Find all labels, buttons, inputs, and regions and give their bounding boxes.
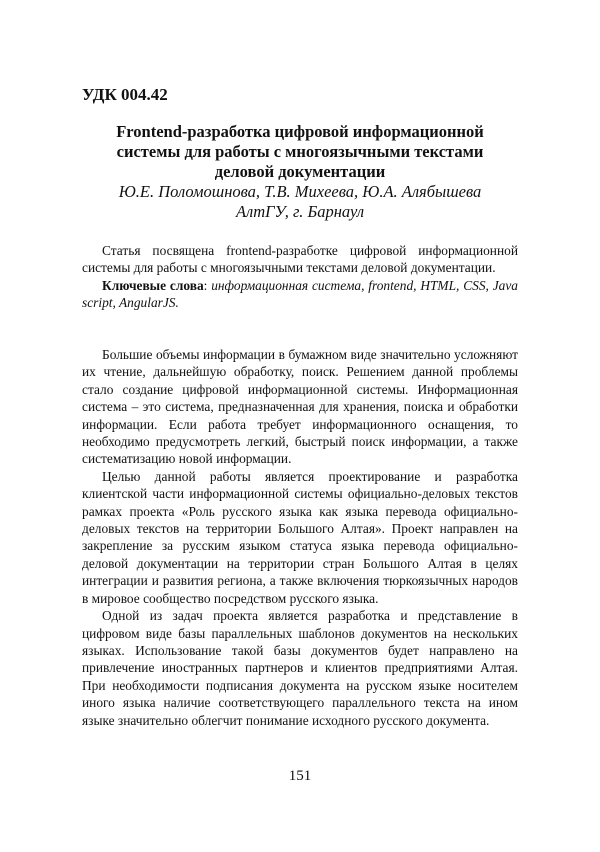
keywords-label: Ключевые слова xyxy=(102,277,204,293)
body-paragraph: Одной из задач проекта является разработка и представление в цифровом виде базы параллельных шаблонов документов на нескольких языках. Использование такой базы документов будет направлено на привлечение иностранных партнеров и клиентов предприятиями Алтая. При необходимости подписания документа на русском языке носителем иного языка наличие соответствующего параллельного текста на ином языке значительно облегчит понимание исходного русского документа. xyxy=(82,608,518,728)
keywords-colon: : xyxy=(203,277,212,293)
article-body xyxy=(82,346,518,729)
abstract-text: Статья посвящена frontend-разработке цифровой информационной системы для работы с многоязычными текстами деловой документации. xyxy=(82,243,518,276)
keywords-values: информационная система, frontend, HTML, CSS, Java script, AngularJS. xyxy=(82,277,518,311)
article-affiliation: АлтГУ, г. Барнаул xyxy=(235,202,365,221)
page-number: 151 xyxy=(288,768,312,784)
article-title: Frontend-разработка цифровой информационной системы для работы с многоязычными текстами деловой документации xyxy=(116,122,484,181)
article-authors: Ю.Е. Поломошнова, Т.В. Михеева, Ю.А. Алябышева xyxy=(118,182,482,201)
body-paragraph: Большие объемы информации в бумажном виде значительно усложняют их чтение, дальнейшую обработку, поиск. Решением данной проблемы стало создание цифровой информационной системы. Информационная система – это система, предназначенная для хранения, поиска и обработки информации. Если работа требует информационного оснащения, то необходимо предусмотреть легкий, быстрый поиск информации, а также систематизацию новой информации. xyxy=(82,347,518,467)
body-paragraph: Целью данной работы является проектирование и разработка клиентской части информационной системы официально-деловых текстов рамках проекта «Роль русского языка как языка перевода официально-деловых текстов на территории Большого Алтая». Проект направлен на закрепление за русским языком статуса языка перевода официально-деловой документации на территории стран Большого Алтая в целях интеграции и развития региона, а также включения тюркоязычных народов в мировое сообщество посредством русского языка. xyxy=(82,468,518,606)
abstract-block xyxy=(82,242,518,312)
keywords-line xyxy=(82,277,518,312)
udc-code: УДК 004.42 xyxy=(82,85,168,104)
